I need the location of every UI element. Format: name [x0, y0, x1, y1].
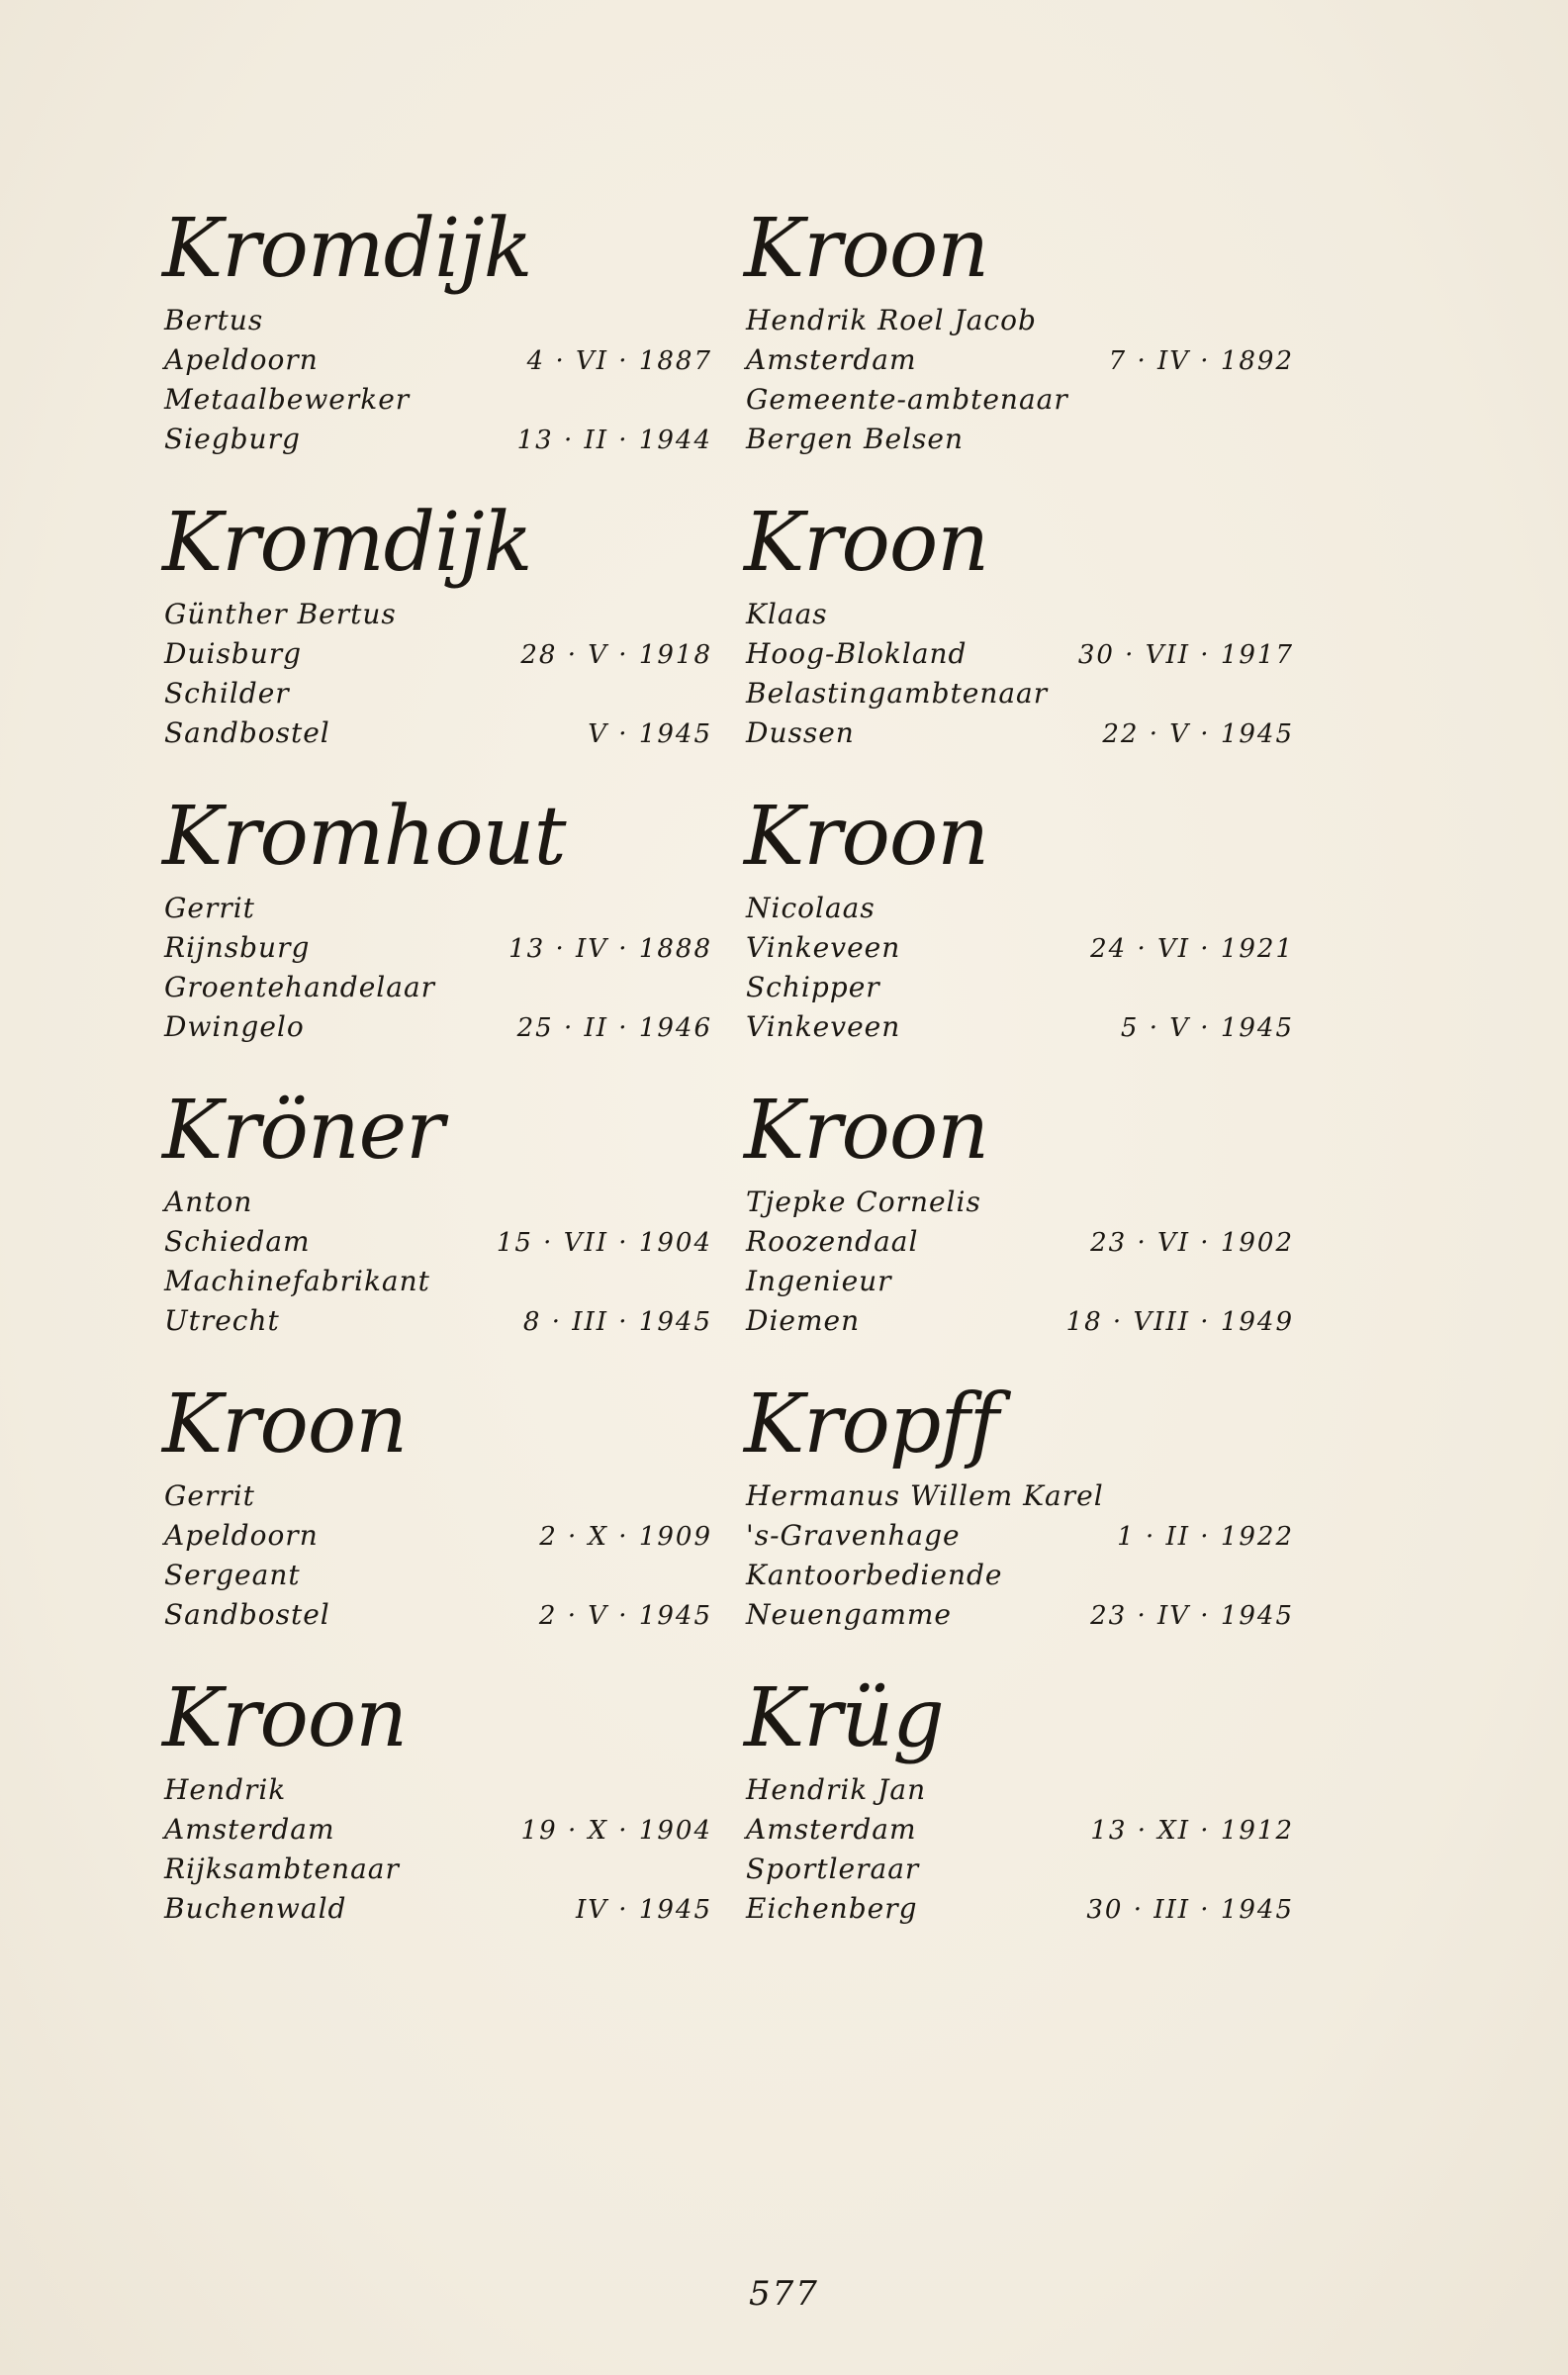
- memorial-entry: [158, 198, 712, 492]
- occupation-row: [158, 1850, 712, 1889]
- occupation-row: [740, 380, 1294, 420]
- deathplace: Bergen Belsen: [746, 423, 965, 455]
- surname: Kroon: [744, 496, 989, 590]
- occupation: Schipper: [746, 971, 880, 1003]
- occupation-row: [158, 380, 712, 420]
- given-names-row: [158, 595, 712, 634]
- given-names: Günther Bertus: [164, 598, 397, 630]
- occupation-row: [158, 968, 712, 1007]
- memorial-entry: [740, 1667, 1294, 1961]
- given-names: Gerrit: [164, 892, 255, 924]
- occupation: Sergeant: [164, 1559, 301, 1591]
- birth-row: [158, 1516, 712, 1556]
- death-row: [158, 713, 712, 753]
- given-names-row: [740, 595, 1294, 634]
- surname: Krüg: [744, 1671, 944, 1765]
- birthdate: 23 · VI · 1902: [1090, 1228, 1294, 1258]
- birthplace: Amsterdam: [746, 1813, 917, 1846]
- given-names-row: [158, 1770, 712, 1810]
- given-names-row: [158, 889, 712, 928]
- occupation-row: [158, 674, 712, 713]
- occupation: Kantoorbediende: [746, 1559, 1003, 1591]
- deathplace: Eichenberg: [746, 1892, 918, 1925]
- death-row: [158, 1007, 712, 1047]
- death-row: [740, 1889, 1294, 1929]
- birthdate: 24 · VI · 1921: [1090, 934, 1294, 964]
- occupation-row: [740, 968, 1294, 1007]
- death-row: [740, 1301, 1294, 1341]
- deathdate: 5 · V · 1945: [1120, 1013, 1294, 1043]
- deathdate: 22 · V · 1945: [1102, 719, 1294, 749]
- deathplace: Dussen: [746, 716, 855, 749]
- deathplace: Siegburg: [164, 423, 301, 455]
- given-names-row: [158, 1476, 712, 1516]
- occupation-row: [740, 1556, 1294, 1595]
- given-names-row: [740, 889, 1294, 928]
- birth-row: [158, 340, 712, 380]
- birthplace: Apeldoorn: [164, 343, 319, 376]
- birthplace: Schiedam: [164, 1225, 311, 1258]
- memorial-entry: [740, 492, 1294, 786]
- surname: Kroon: [162, 1378, 408, 1472]
- birthplace: Rijnsburg: [164, 931, 311, 964]
- memorial-entry: [740, 1374, 1294, 1667]
- deathplace: Dwingelo: [164, 1010, 305, 1043]
- occupation-row: [740, 1850, 1294, 1889]
- deathplace: Diemen: [746, 1304, 861, 1337]
- occupation: Gemeente-ambtenaar: [746, 383, 1068, 416]
- death-row: [740, 1007, 1294, 1047]
- deathdate: 8 · III · 1945: [522, 1307, 712, 1337]
- deathdate: 2 · V · 1945: [538, 1601, 712, 1631]
- birthdate: 28 · V · 1918: [520, 640, 712, 670]
- given-names: Bertus: [164, 304, 264, 336]
- surname: Kroon: [744, 790, 989, 884]
- birthdate: 2 · X · 1909: [539, 1522, 712, 1552]
- occupation: Belastingambtenaar: [746, 677, 1049, 710]
- birth-row: [740, 1516, 1294, 1556]
- page-number: 577: [749, 2274, 819, 2314]
- occupation: Ingenieur: [746, 1265, 892, 1297]
- memorial-entry: [740, 786, 1294, 1080]
- surname: Kröner: [162, 1084, 444, 1178]
- birthdate: 30 · VII · 1917: [1077, 640, 1294, 670]
- occupation: Sportleraar: [746, 1852, 920, 1885]
- birthplace: Apeldoorn: [164, 1519, 319, 1552]
- right-column: [740, 198, 1294, 1961]
- occupation-row: [158, 1556, 712, 1595]
- birth-row: [740, 1222, 1294, 1262]
- death-row: [158, 420, 712, 459]
- surname: Kropff: [744, 1378, 999, 1472]
- surname: Kroon: [744, 1084, 989, 1178]
- given-names: Hendrik Roel Jacob: [746, 304, 1037, 336]
- birth-row: [740, 634, 1294, 674]
- birthplace: 's-Gravenhage: [746, 1519, 961, 1552]
- birthplace: Roozendaal: [746, 1225, 919, 1258]
- death-row: [158, 1595, 712, 1635]
- death-row: [740, 1595, 1294, 1635]
- birth-row: [740, 340, 1294, 380]
- given-names: Gerrit: [164, 1479, 255, 1512]
- memorial-entry: [158, 1667, 712, 1961]
- surname: Kromdijk: [162, 202, 532, 296]
- birth-row: [740, 928, 1294, 968]
- deathplace: Vinkeveen: [746, 1010, 901, 1043]
- left-column: [158, 198, 712, 1961]
- surname: Kroon: [744, 202, 989, 296]
- occupation: Groentehandelaar: [164, 971, 436, 1003]
- birth-row: [740, 1810, 1294, 1850]
- occupation: Schilder: [164, 677, 290, 710]
- occupation-row: [158, 1262, 712, 1301]
- birthplace: Vinkeveen: [746, 931, 901, 964]
- occupation-row: [740, 1262, 1294, 1301]
- given-names-row: [740, 1476, 1294, 1516]
- surname: Kromhout: [162, 790, 566, 884]
- deathplace: Sandbostel: [164, 1598, 330, 1631]
- birthdate: 13 · IV · 1888: [508, 934, 712, 964]
- occupation-row: [740, 674, 1294, 713]
- birthdate: 15 · VII · 1904: [496, 1228, 712, 1258]
- deathdate: 13 · II · 1944: [516, 426, 712, 455]
- given-names: Nicolaas: [746, 892, 876, 924]
- birth-row: [158, 634, 712, 674]
- given-names: Hendrik: [164, 1773, 287, 1806]
- given-names: Hermanus Willem Karel: [746, 1479, 1104, 1512]
- birthplace: Duisburg: [164, 637, 303, 670]
- given-names: Hendrik Jan: [746, 1773, 927, 1806]
- memorial-entry: [158, 492, 712, 786]
- deathdate: 23 · IV · 1945: [1090, 1601, 1294, 1631]
- birth-row: [158, 928, 712, 968]
- birthdate: 1 · II · 1922: [1117, 1522, 1294, 1552]
- death-row: [740, 713, 1294, 753]
- given-names-row: [740, 301, 1294, 340]
- death-row: [740, 420, 1294, 459]
- occupation: Rijksambtenaar: [164, 1852, 400, 1885]
- surname: Kroon: [162, 1671, 408, 1765]
- memorial-entry: [158, 786, 712, 1080]
- given-names: Anton: [164, 1186, 253, 1218]
- deathdate: 18 · VIII · 1949: [1065, 1307, 1294, 1337]
- given-names: Tjepke Cornelis: [746, 1186, 981, 1218]
- given-names-row: [158, 301, 712, 340]
- memorial-entry: [740, 198, 1294, 492]
- occupation: Machinefabrikant: [164, 1265, 430, 1297]
- birthdate: 4 · VI · 1887: [526, 346, 712, 376]
- memorial-entry: [158, 1374, 712, 1667]
- birthplace: Hoog-Blokland: [746, 637, 968, 670]
- death-row: [158, 1301, 712, 1341]
- birthdate: 19 · X · 1904: [520, 1816, 712, 1846]
- deathdate: 25 · II · 1946: [516, 1013, 712, 1043]
- surname: Kromdijk: [162, 496, 532, 590]
- given-names-row: [740, 1183, 1294, 1222]
- memorial-entry: [158, 1080, 712, 1374]
- given-names-row: [158, 1183, 712, 1222]
- given-names-row: [740, 1770, 1294, 1810]
- deathdate: IV · 1945: [575, 1895, 712, 1925]
- birthplace: Amsterdam: [164, 1813, 335, 1846]
- deathdate: V · 1945: [588, 719, 712, 749]
- birth-row: [158, 1222, 712, 1262]
- death-row: [158, 1889, 712, 1929]
- occupation: Metaalbewerker: [164, 383, 411, 416]
- memorial-entry: [740, 1080, 1294, 1374]
- birthdate: 13 · XI · 1912: [1090, 1816, 1294, 1846]
- birthdate: 7 · IV · 1892: [1108, 346, 1294, 376]
- deathplace: Utrecht: [164, 1304, 280, 1337]
- given-names: Klaas: [746, 598, 828, 630]
- birth-row: [158, 1810, 712, 1850]
- deathplace: Sandbostel: [164, 716, 330, 749]
- deathdate: 30 · III · 1945: [1086, 1895, 1294, 1925]
- deathplace: Buchenwald: [164, 1892, 347, 1925]
- birthplace: Amsterdam: [746, 343, 917, 376]
- deathplace: Neuengamme: [746, 1598, 952, 1631]
